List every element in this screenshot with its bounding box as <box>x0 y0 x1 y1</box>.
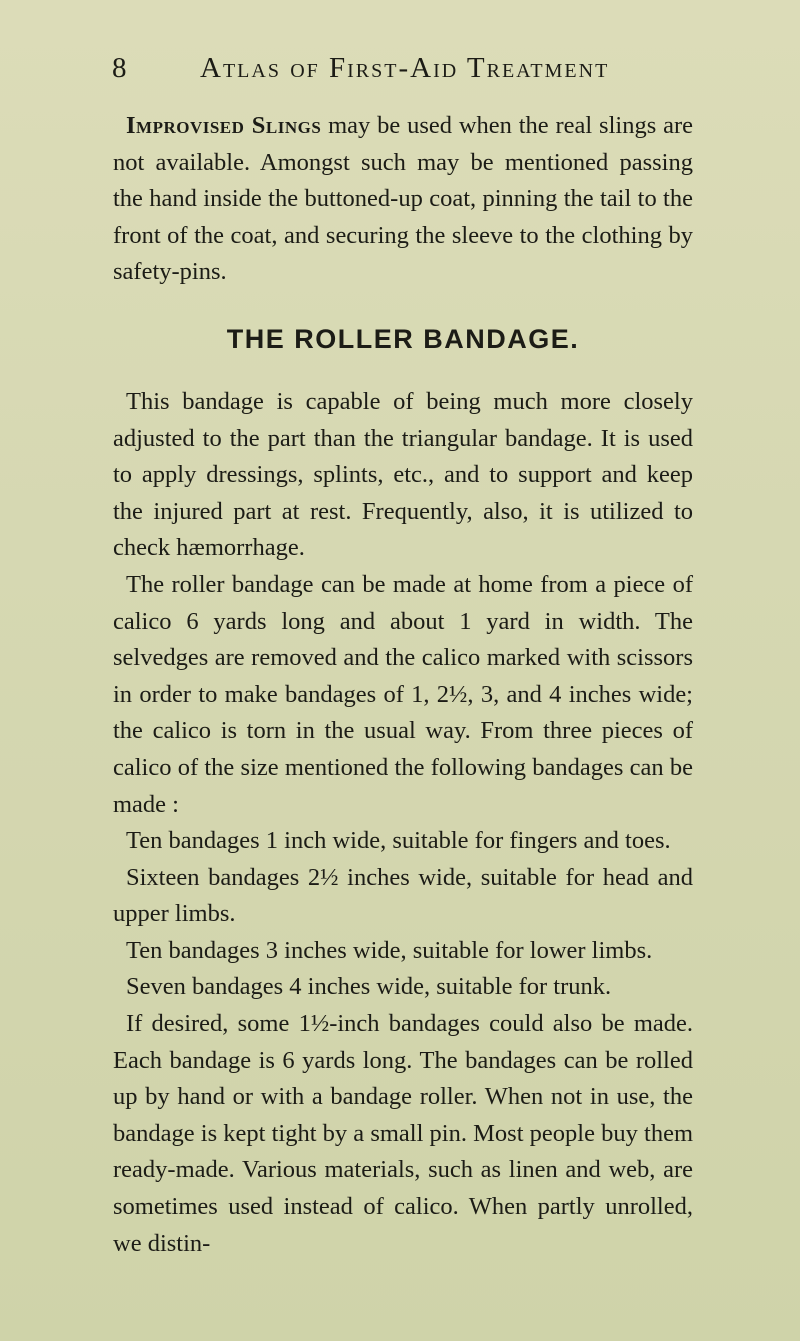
paragraph-description: This bandage is capable of being much more closely adjusted to the part than the triangular bandage. It is used to apply dressings, splints, etc., and to support and keep the injured part at rest. Frequently, also, it is utilized to check hæmorrhage. <box>113 387 693 562</box>
paragraph-3-inch: Ten bandages 3 inches wide, suitable for lower limbs. <box>126 936 653 964</box>
running-head-title: Atlas of First-Aid Treatment <box>200 52 610 84</box>
intro-paragraph <box>113 108 693 291</box>
paragraph-home-made: The roller bandage can be made at home from a piece of calico 6 yards long and about 1 yard in width. The selvedges are removed and the calico marked with scissors in order to make bandages of 1, 2½, 3, and 4 inches wide; the calico is torn in the usual way. From three pieces of calico of the size mentioned the following bandages can be made : <box>113 570 693 818</box>
paragraph-1-inch: Ten bandages 1 inch wide, suitable for fingers and toes. <box>126 827 671 855</box>
intro-lead: Improvised Slings <box>126 112 322 139</box>
paragraph-additional: If desired, some 1½-inch bandages could also be made. Each bandage is 6 yards long. The bandages can be rolled up by hand or with a bandage roller. When not in use, the bandage is kept tight by a small pin. Most people buy them ready-made. Various materials, such as linen and web, are sometimes used instead of calico. When partly unrolled, we distin- <box>113 1010 693 1257</box>
paragraph-2-5-inch: Sixteen bandages 2½ inches wide, suitable for head and upper limbs. <box>113 863 693 928</box>
section-heading: THE ROLLER BANDAGE. <box>226 323 580 354</box>
running-head <box>112 52 712 85</box>
intro-text: may be used when the real slings are not available. Amongst such may be mentioned passing the hand inside the buttoned-up coat, pinning the tail to the front of the coat, and securing the sleeve to the clothing by safety-pins. <box>113 112 693 286</box>
page-number: 8 <box>112 52 128 84</box>
paragraph-4-inch: Seven bandages 4 inches wide, suitable for trunk. <box>126 973 612 1001</box>
body-text <box>113 108 693 1262</box>
